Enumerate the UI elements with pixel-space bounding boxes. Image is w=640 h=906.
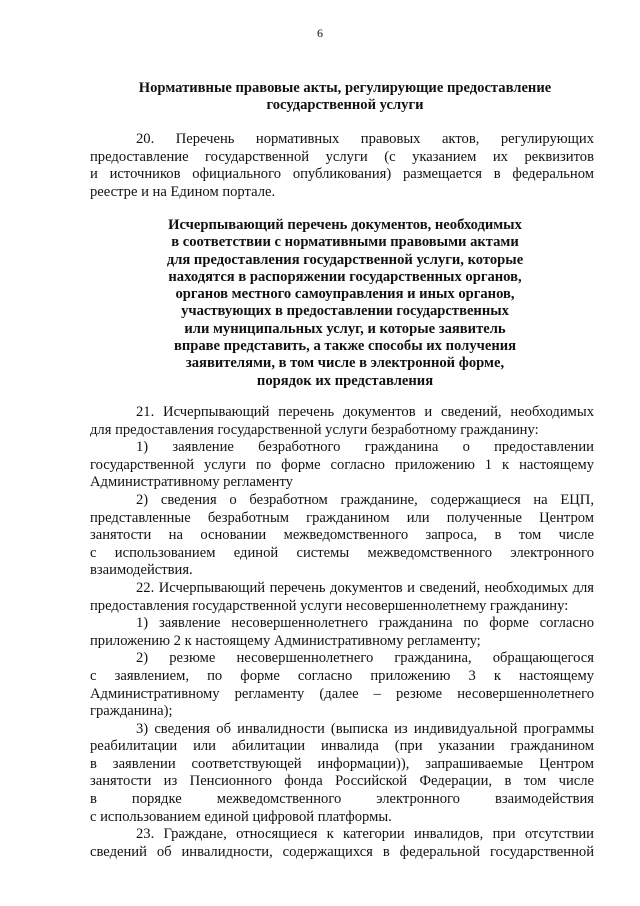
text-line: представленные безработным гражданином или полученные Центром	[90, 509, 594, 526]
heading-line: Нормативные правовые акты, регулирующие предоставление	[138, 80, 552, 96]
text-line: и источников официального опубликования) размещается в федеральном	[90, 166, 594, 183]
text-line: 2) сведения о безработном гражданине, содержащиеся на ЕЦП,	[136, 491, 594, 508]
text-line: с использованием единой цифровой платформы.	[90, 808, 392, 825]
text-line: Административному регламенту (далее – резюме несовершеннолетнего	[90, 685, 594, 702]
heading-line: Исчерпывающий перечень документов, необходимых	[168, 217, 522, 233]
text-line: 1) заявление несовершеннолетнего гражданина по форме согласно	[136, 615, 594, 632]
text-line: приложению 2 к настоящему Административному регламенту;	[90, 632, 481, 649]
heading-line: государственной услуги	[266, 97, 424, 114]
text-line: предоставление государственной услуги (с указанием их реквизитов	[90, 148, 594, 165]
body-text	[90, 404, 594, 861]
section-heading-normative-acts	[90, 80, 600, 114]
text-line: 3) сведения об инвалидности (выписка из индивидуальной программы	[136, 720, 594, 737]
heading-line: для предоставления государственной услуги, которые	[166, 251, 524, 268]
text-line: гражданина);	[90, 703, 173, 720]
heading-line: порядок их представления	[256, 372, 434, 389]
paragraph-20	[90, 131, 594, 201]
text-line: реабилитации или абилитации инвалида (при указании гражданином	[90, 738, 594, 755]
text-line: с использованием единой системы межведомственного электронного	[90, 544, 594, 561]
text-line: 22. Исчерпывающий перечень документов и сведений, необходимых для	[136, 579, 594, 596]
text-line: занятости на основании межведомственного запроса, в том числе	[90, 527, 594, 544]
text-line: с заявлением, по форме согласно приложению 3 к настоящему	[90, 667, 594, 684]
text-line: государственной услуги по форме согласно приложению 1 к настоящему	[90, 456, 594, 473]
text-line: 1) заявление безработного гражданина о предоставлении	[136, 439, 594, 456]
text-line: в заявлении соответствующей информации)), запрашиваемые Центром	[90, 755, 594, 772]
heading-line: вправе представить, а также способы их получения	[173, 338, 517, 355]
text-line: для предоставления государственной услуги безработному гражданину:	[90, 421, 539, 438]
heading-line: участвующих в предоставлении государственных	[181, 303, 509, 320]
text-line: Административному регламенту	[90, 474, 293, 491]
text-line: 21. Исчерпывающий перечень документов и сведений, необходимых	[136, 404, 594, 420]
text-line: реестре и на Едином портале.	[90, 183, 276, 200]
heading-line: находятся в распоряжении государственных органов,	[168, 268, 522, 285]
text-line: взаимодействия.	[90, 562, 193, 579]
text-line: в порядке межведомственного электронного взаимодействия	[90, 791, 594, 808]
section-heading-documents-list	[90, 217, 600, 390]
heading-line: в соответствии с нормативными правовыми актами	[171, 234, 519, 251]
text-line: сведений об инвалидности, содержащихся в федеральной государственной	[90, 843, 594, 860]
heading-line: заявителями, в том числе в электронной форме,	[185, 355, 505, 372]
text-line: 2) резюме несовершеннолетнего гражданина, обращающегося	[136, 650, 594, 667]
heading-line: или муниципальных услуг, и которые заявитель	[184, 320, 506, 337]
text-line: 20. Перечень нормативных правовых актов, регулирующих	[136, 131, 594, 147]
text-line: занятости из Пенсионного фонда Российской Федерации, в том числе	[90, 773, 594, 790]
text-line: предоставления государственной услуги несовершеннолетнему гражданину:	[90, 597, 569, 614]
text-line: 23. Граждане, относящиеся к категории инвалидов, при отсутствии	[136, 826, 594, 843]
heading-line: органов местного самоуправления и иных органов,	[175, 286, 515, 303]
page-number: 6	[317, 26, 323, 40]
